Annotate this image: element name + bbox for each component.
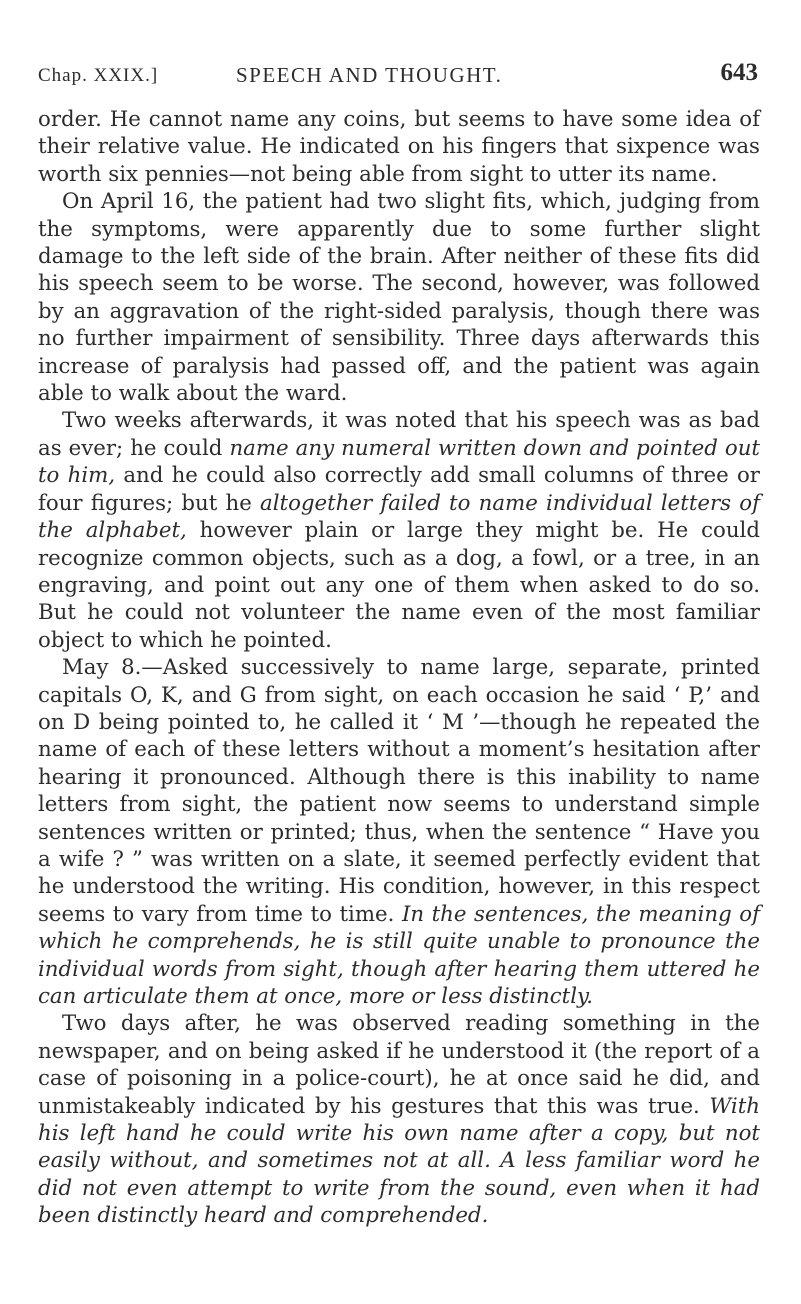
paragraph-3-italic-1: name any numeral written down and pointed out to him, — [38, 435, 760, 489]
paragraph-3-text-2: and he could also correctly add small columns of three or four figures; but he — [38, 463, 760, 516]
paragraph-4-text-1: May 8.—Asked successively to name large, separate, printed capitals O, K, and G from sight, on each occasion he said ‘ P,’ and on D being pointed to, he called it ‘ M ’—though he repeated the name of each of these letters without a moment’s hesitation after hearing it pronounced. Although there is this inability to name letters from sight, the patient now seems to understand simple sentences written or printed; thus, when the sentence “ Have you a wife ? ” was written on a slate, it seemed perfectly evident that he understood the writing. His condition, however, in this respect seems to vary from time to time. — [38, 655, 760, 927]
running-title: SPEECH AND THOUGHT. — [236, 63, 503, 87]
paragraph-4-italic-1: In the sentences, the meaning of which he comprehends, he is still quite unable to pronounce the individual words from sight, though after hearing them uttered he can articulate them at once, more or less distinctly. — [38, 901, 760, 1009]
paragraph-3-text-1: Two weeks afterwards, it was noted that his speech was as bad as ever; he could — [38, 408, 760, 461]
paragraph-5 — [38, 1010, 760, 1229]
chapter-label: Chap. XXIX.] — [38, 65, 159, 86]
paragraph-2: On April 16, the patient had two slight fits, which, judging from the symptoms, were apparently due to some further slight damage to the left side of the brain. After neither of these fits did his speech seem to be worse. The second, however, was followed by an aggravation of the right-sided paralysis, though there was no further impairment of sensibility. Three days afterwards this increase of paralysis had passed off, and the patient was again able to walk about the ward. — [38, 189, 760, 407]
paragraph-3-text-3: however plain or large they might be. He could recognize common objects, such as a dog, a fowl, or a tree, in an engraving, and point out any one of them when asked to do so. But he could not volunteer the name even of the most familiar object to which he pointed. — [38, 518, 760, 653]
paragraph-5-text-1: Two days after, he was observed reading something in the newspaper, and on being asked if he understood it (the report of a case of poisoning in a police-court), he at once said he did, and unmistakeably indicated by his gestures that this was true. — [38, 1011, 760, 1119]
paragraph-3-italic-2: altogether failed to name individual letters of the alphabet, — [38, 490, 760, 544]
page-number: 643 — [720, 59, 758, 86]
paragraph-1: order. He cannot name any coins, but seems to have some idea of their relative value. He indicated on his fingers that sixpence was worth six pennies—not being able from sight to utter its name. — [38, 107, 760, 187]
running-header — [38, 55, 758, 99]
paragraph-3 — [38, 407, 760, 654]
body-text — [38, 106, 760, 1230]
paragraph-4 — [38, 654, 760, 1010]
paragraph-5-italic-1: With his left hand he could write his own name after a copy, but not easily without, and sometimes not at all. A less familiar word he did not even attempt to write from the sound, even when it had been distinctly heard and comprehended. — [38, 1093, 760, 1229]
